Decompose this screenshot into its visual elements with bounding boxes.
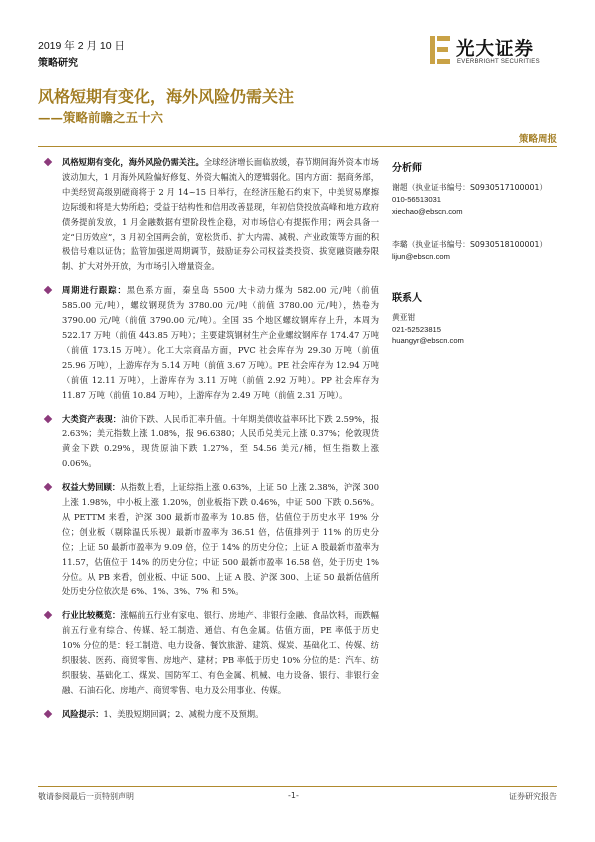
footer-divider — [38, 786, 557, 787]
logo-mark-icon — [428, 34, 452, 66]
company-logo — [428, 34, 558, 72]
analyst-name: 李璐（执业证书编号：S0930518100001） — [392, 240, 548, 249]
logo-chinese-text: 光大证券 — [456, 39, 535, 60]
diamond-bullet-icon — [44, 710, 52, 718]
diamond-bullet-icon — [44, 158, 52, 166]
section-text: 全球经济增长面临放缓，春节期间海外资本市场波动加大，1 月海外风险偏好修复、外资大幅流入的逻辑弱化。国内方面：据商务部，中美经贸高级别磋商将于 2 月 14~15 日举行，在经济压舱石约束下，中美贸易摩擦边际缓和将是大势所趋；受益于结构性和信用改善显现，年初信贷投放高峰和地方政府债务提前发放，1 月金融数据有望阶段性企稳，对市场信心有提振作用；两会具备一定“日历效应”，3 月初全国两会前，宽松货币、扩大内需、减税、产业政策等方面的积极信号难以证伪；监管加强逆周期调节，鼓励证券公司权益类投资、拔宽融资融券限制、扩大对外开放，为市场引入增量资金。 — [62, 157, 379, 272]
analyst-email[interactable]: lijun@ebscn.com — [392, 252, 450, 261]
diamond-bullet-icon — [44, 611, 52, 619]
report-type-label: 策略周报 — [518, 134, 557, 145]
section-cycle-tracking — [44, 283, 379, 402]
section-style-change — [44, 155, 379, 274]
analyst-name: 谢超（执业证书编号：S0930517100001） — [392, 183, 548, 192]
report-body — [44, 155, 379, 731]
section-text: 1、美股短期回调；2、减税力度不及预期。 — [103, 708, 264, 719]
logo-english-text: EVERBRIGHT SECURITIES — [457, 59, 540, 65]
diamond-bullet-icon — [44, 286, 52, 294]
contact-name: 黄亚钳 — [392, 312, 416, 322]
footer-report-label: 证券研究报告 — [509, 792, 557, 801]
analyst-email[interactable]: xiechao@ebscn.com — [392, 206, 463, 216]
section-text: 涨幅前五行业有家电、银行、房地产、非银行金融、食品饮料，而跌幅前五行业有综合、传媒、轻工制造、通信、有色金属。估值方面，PE 率低于历史 10% 分位的是：轻工制造、电力设备、餐饮旅游、建筑、煤炭、基础化工、传媒、纺织服装、医药、商贸零售、房地产、建材；PB 率低于历史 10% 分位的是：汽车、纺织服装、基础化工、煤炭、国防军工、有色金属、机械、电力设备、银行、非银行金融、石油石化、房地产、商贸零售、电力及公用事业、传媒。 — [62, 610, 379, 695]
diamond-bullet-icon — [44, 414, 52, 422]
contact-email[interactable]: huangyr@ebscn.com — [392, 336, 464, 345]
diamond-bullet-icon — [44, 483, 52, 491]
header-divider — [38, 146, 557, 147]
report-subtitle: ——策略前瞻之五十六 — [38, 110, 164, 125]
section-heading: 权益大势回顾： — [62, 482, 121, 493]
page-number: -1- — [288, 791, 299, 800]
section-heading: 周期进行跟踪： — [62, 285, 127, 296]
section-text: 黑色系方面，秦皇岛 5500 大卡动力煤为 582.00 元/吨（前值 585.00 元/吨），螺纹钢现货为 3780.00 元/吨（前值 3780.00 元/吨），热卷为 3790.00 元/吨（前值 3790.00 元/吨）。全国 35 个地区螺纹钢库存上升，本周为 522.17 万吨（前值 443.85 万吨）；主要建筑钢材生产企业螺纹钢库存 174.47 万吨（前值 173.15 万吨）。化工大宗商品方面，PVC 社会库存为 29.30 万吨（前值 25.96 万吨），上游库存为 5.14 万吨（前值 3.67 万吨）。PE 社会库存为 12.94 万吨（前值 12.11 万吨），上游库存为 3.11 万吨（前值 2.92 万吨）。PP 社会库存为 11.87 万吨（前值 10.84 万吨），上游库存为 2.49 万吨（前值 2.31 万吨）。 — [62, 285, 379, 400]
section-text: 从指数上看，上证综指上涨 0.63%，上证 50 上涨 2.38%，沪深 300 上涨 1.98%，中小板上涨 1.20%，创业板指下跌 0.46%，中证 500 下跌 0.56%。从 PETTM 来看，沪深 300 最新市盈率为 10.85 倍，估值位于历史水平 19% 分位；创业板（剔除温氏乐视）最新市盈率为 36.51 倍，估值排列于 11% 的历史分位；上证 50 最新市盈率为 9.09 倍，位于 14% 的历史分位；上证 A 股最新市盈率为 11.57，估值位于 14% 的历史分位；中证 500 最新市盈率 16.58 倍，处于历史 1% 分位。从 PB 来看，创业板、中证 500、上证 A 股、沪深 300、上证 50 最新估值所处历史分位依次是 6%、1%、3%、7% 和 5%。 — [62, 482, 379, 597]
section-heading: 风险提示： — [62, 708, 104, 719]
section-heading: 风格短期有变化，海外风险仍需关注。 — [62, 157, 204, 167]
section-text: 油价下跌、人民币汇率升值。十年期美债收益率环比下跌 2.59%，报 2.63%；美元指数上涨 1.08%，报 96.6380；人民币兑美元上涨 0.37%；伦敦现货黄金下跌 0.29%，现货原油下跌 1.27%，至 54.56 美元/桶，恒生指数上涨 0.06%。 — [62, 413, 379, 469]
section-risk-warning — [44, 707, 379, 722]
analyst-phone: 010-56513031 — [392, 195, 441, 204]
report-date: 2019 年 2 月 10 日 — [38, 40, 125, 52]
contact-phone: 021-52523815 — [392, 324, 441, 334]
footer-disclaimer: 敬请参阅最后一页特别声明 — [38, 792, 134, 801]
spacer — [392, 217, 562, 239]
section-heading: 大类资产表现： — [62, 413, 122, 424]
report-category: 策略研究 — [38, 58, 78, 69]
sidebar — [392, 155, 562, 347]
spacer — [392, 263, 562, 285]
section-heading: 行业比较概览： — [62, 610, 121, 621]
section-asset-performance — [44, 412, 379, 472]
analysts-heading: 分析师 — [392, 163, 422, 174]
section-industry-comparison — [44, 608, 379, 697]
contact-heading: 联系人 — [392, 292, 422, 304]
section-equity-review — [44, 480, 379, 599]
report-title: 风格短期有变化，海外风险仍需关注 — [38, 87, 295, 106]
